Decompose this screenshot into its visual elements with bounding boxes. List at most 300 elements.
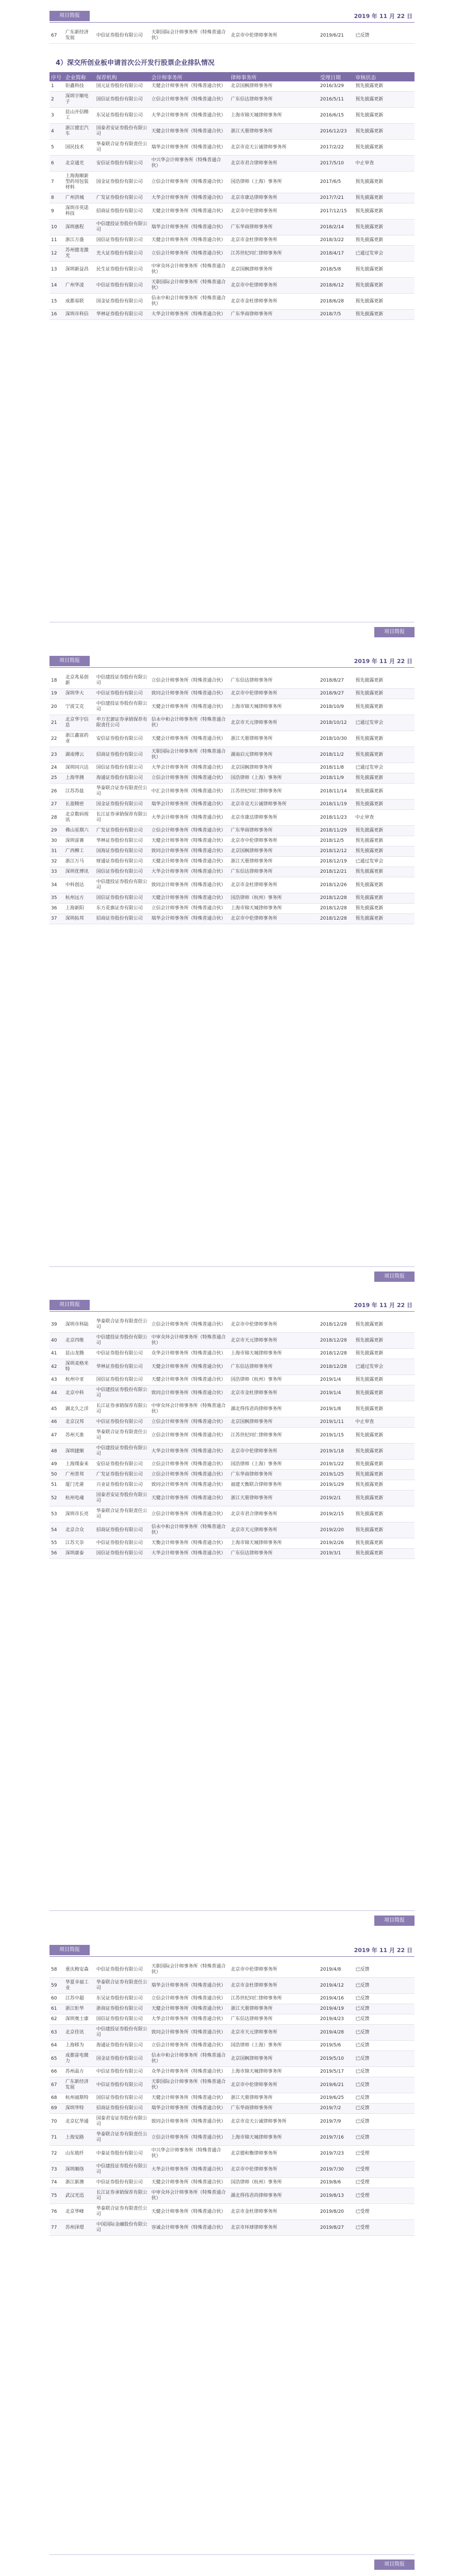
page-footer	[49, 2560, 415, 2571]
table-cell: 广东信达律师事务所	[229, 867, 319, 877]
table-cell: 国浩律师（上海）事务所	[229, 172, 319, 193]
table-row	[49, 763, 415, 773]
table-cell: 45	[49, 1401, 64, 1417]
table-cell: 2019/8/13	[319, 2188, 354, 2204]
table-cell: 上海市锦天城律师事务所	[229, 2067, 319, 2077]
table-cell: 59	[49, 1978, 64, 1994]
table-cell: 已反馈	[354, 2004, 415, 2014]
section-title: 4）深交所创业板申请首次公开发行股票企业排队情况	[56, 59, 215, 67]
table-cell: 国浩律师（上海）事务所	[229, 2041, 319, 2051]
table-cell: 50	[49, 1470, 64, 1480]
table-cell: 广东新经济发展	[64, 28, 95, 44]
table-cell: 预先披露更新	[354, 1460, 415, 1470]
footer-tag: 项目简报	[374, 1272, 415, 1282]
table-cell: 湖南启元律师事务所	[229, 747, 319, 763]
table-cell: 信永中和会计师事务所（特殊普通合伙）	[150, 715, 229, 731]
page-header	[49, 1943, 415, 1955]
table-cell: 2019/4/8	[319, 1962, 354, 1978]
table-cell: 天健会计师事务所（特殊普通合伙）	[150, 2204, 229, 2220]
table-row	[49, 1994, 415, 2004]
table-row	[49, 2014, 415, 2025]
table-cell: 2018/10/9	[319, 699, 354, 715]
table-cell: 立信会计师事务所（特殊普通合伙）	[150, 826, 229, 836]
table-cell: 中信证券股份有限公司	[95, 2077, 150, 2093]
table-cell: 预先披露更新	[354, 124, 415, 140]
table-cell: 2019/6/21	[319, 28, 354, 44]
table-cell: 浙江鑫富药业	[64, 731, 95, 747]
table-cell: 国信证券股份有限公司	[95, 893, 150, 904]
table-cell: 国浩律师（上海）事务所	[229, 773, 319, 784]
table-row	[49, 1506, 415, 1522]
table-cell: 深圳新益昌	[64, 262, 95, 278]
table-cell: 已反馈	[354, 2014, 415, 2025]
table-cell: 深圳奥士康	[64, 2014, 95, 2025]
table-cell: 立信会计师事务所（特殊普通合伙）	[150, 1428, 229, 1444]
table-cell: 浙江天册律师事务所	[229, 731, 319, 747]
table-cell: 长江证券承销保荐有限公司	[95, 2188, 150, 2204]
firm-table	[49, 28, 415, 44]
table-cell: 35	[49, 893, 64, 904]
table-cell: 66	[49, 2067, 64, 2077]
header-tag: 项目简报	[49, 11, 90, 21]
table-cell: 2017/2/22	[319, 140, 354, 156]
page-header	[49, 1298, 415, 1310]
table-cell: 42	[49, 1359, 64, 1375]
table-cell: 致同会计师事务所（特殊普通合伙）	[150, 2114, 229, 2130]
table-cell: 北京市竞天公诚律师事务所	[229, 2114, 319, 2130]
table-cell: 70	[49, 2114, 64, 2130]
table-cell: 64	[49, 2041, 64, 2051]
queue-table	[49, 673, 415, 924]
table-cell: 预先披露更新	[354, 140, 415, 156]
table-row	[49, 904, 415, 914]
table-cell: 厦门光莆	[64, 1480, 95, 1490]
table-cell: 民生证券股份有限公司	[95, 262, 150, 278]
table-row	[49, 877, 415, 893]
table-cell: 预先披露更新	[354, 914, 415, 924]
table-cell: 信永中和会计师事务所（特殊普通合伙）	[150, 294, 229, 310]
table-cell: 北京市竞天公诚律师事务所	[229, 800, 319, 810]
table-cell: 已通过发审会	[354, 1359, 415, 1375]
table-cell: 东方花旗证券有限公司	[95, 904, 150, 914]
table-cell: 立信会计师事务所（特殊普通合伙）	[150, 1417, 229, 1428]
table-cell: 天健会计师事务所（特殊普通合伙）	[150, 2093, 229, 2104]
column-header: 律师事务所	[229, 72, 319, 81]
table-cell: 已反馈	[354, 2130, 415, 2146]
table-cell: 53	[49, 1506, 64, 1522]
table-cell: 致同会计师事务所（特殊普通合伙）	[150, 2025, 229, 2041]
table-cell: 天职国际会计师事务所（特殊普通合伙）	[150, 2077, 229, 2093]
table-cell: 3	[49, 108, 64, 124]
table-cell: 2018/11/29	[319, 826, 354, 836]
table-row	[49, 108, 415, 124]
table-cell: 天健会计师事务所（特殊普通合伙）	[150, 1359, 229, 1375]
column-header: 企业简称	[64, 72, 95, 81]
table-cell: 华泰联合证券有限责任公司	[95, 1317, 150, 1333]
header-rule	[49, 1311, 415, 1312]
table-cell: 15	[49, 294, 64, 310]
table-cell: 立信会计师事务所（特殊普通合伙）	[150, 673, 229, 689]
table-cell: 长盈精密	[64, 800, 95, 810]
table-cell: 39	[49, 1317, 64, 1333]
table-cell: 北京国枫律师事务所	[229, 846, 319, 857]
table-cell: 2016/12/23	[319, 124, 354, 140]
table-cell: 预先披露更新	[354, 1317, 415, 1333]
table-cell: 47	[49, 1428, 64, 1444]
table-cell: 预先披露更新	[354, 1333, 415, 1349]
table-cell: 武汉光迅	[64, 2188, 95, 2204]
table-row	[49, 193, 415, 204]
table-row	[49, 2114, 415, 2130]
table-cell: 已受理	[354, 2188, 415, 2204]
table-row	[49, 800, 415, 810]
table-cell: 深圳市英诺科技	[64, 204, 95, 219]
table-cell: 北京国枫律师事务所	[229, 2051, 319, 2067]
table-cell: 天健会计师事务所（特殊普通合伙）	[150, 124, 229, 140]
table-cell: 北京华峰	[64, 2204, 95, 2220]
table-cell: 2018/11/2	[319, 747, 354, 763]
table-cell: 中信证券股份有限公司	[95, 2067, 150, 2077]
table-cell: 27	[49, 800, 64, 810]
table-cell: 北京市天元律师事务所	[229, 2025, 319, 2041]
table-cell: 华林证券股份有限公司	[95, 310, 150, 320]
table-cell: 预先披露更新	[354, 784, 415, 800]
table-cell: 北京市君合律师事务所	[229, 1506, 319, 1522]
table-cell: 华泰联合证券有限责任公司	[95, 2204, 150, 2220]
table-cell: 2018/12/26	[319, 877, 354, 893]
table-cell: 2019/7/9	[319, 2114, 354, 2130]
header-date: 2019 年 11 月 22 日	[354, 1947, 412, 1954]
table-cell: 2018/4/17	[319, 246, 354, 262]
table-cell: 北京亿华通	[64, 2114, 95, 2130]
table-cell: 立信会计师事务所（特殊普通合伙）	[150, 1460, 229, 1470]
table-cell: 14	[49, 278, 64, 294]
table-cell: 中信建投证券股份有限公司	[95, 1333, 150, 1349]
table-cell: 中审众环会计师事务所（特殊普通合伙）	[150, 1401, 229, 1417]
table-row	[49, 124, 415, 140]
table-cell: 2019/1/15	[319, 1428, 354, 1444]
table-cell: 已反馈	[354, 2114, 415, 2130]
table-cell: 2018/12/28	[319, 893, 354, 904]
table-row	[49, 156, 415, 172]
table-row	[49, 715, 415, 731]
table-row	[49, 246, 415, 262]
table-cell: 预先披露更新	[354, 172, 415, 193]
column-header: 审核状态	[354, 72, 415, 81]
table-cell: 广州华凌	[64, 278, 95, 294]
table-row	[49, 699, 415, 715]
table-cell: 华泰联合证券有限责任公司	[95, 2130, 150, 2146]
table-cell: 预先披露更新	[354, 731, 415, 747]
table-cell: 昆山龙腾	[64, 1349, 95, 1359]
table-cell: 2018/6/28	[319, 294, 354, 310]
table-cell: 浙江天册律师事务所	[229, 2004, 319, 2014]
table-cell: 立信会计师事务所（特殊普通合伙）	[150, 904, 229, 914]
table-cell: 北京国枫律师事务所	[229, 763, 319, 773]
table-cell: 上海海顺新型药用包装材料	[64, 172, 95, 193]
table-row	[49, 2104, 415, 2114]
table-cell: 2018/5/8	[319, 262, 354, 278]
table-cell: 2017/7/21	[319, 193, 354, 204]
table-cell: 杭州中亚	[64, 1375, 95, 1385]
table-cell: 财通证券股份有限公司	[95, 857, 150, 867]
table-cell: 北京市中伦律师事务所	[229, 1317, 319, 1333]
table-cell: 广东信达律师事务所	[229, 1359, 319, 1375]
table-cell: 广东信达律师事务所	[229, 1549, 319, 1559]
table-cell: 中泰证券股份有限公司	[95, 2146, 150, 2162]
table-cell: 32	[49, 857, 64, 867]
table-cell: 立信会计师事务所（特殊普通合伙）	[150, 1506, 229, 1522]
table-cell: 江苏世纪同仁律师事务所	[229, 1428, 319, 1444]
table-cell: 已受理	[354, 2204, 415, 2220]
table-row	[49, 2146, 415, 2162]
table-cell: 华泰联合证券有限责任公司	[95, 1428, 150, 1444]
table-cell: 天职国际会计师事务所（特殊普通合伙）	[150, 1962, 229, 1978]
table-cell: 广东信达律师事务所	[229, 673, 319, 689]
table-cell: 天健会计师事务所（特殊普通合伙）	[150, 1375, 229, 1385]
table-cell: 苏州泽璟	[64, 2220, 95, 2236]
table-cell: 天健会计师事务所（特殊普通合伙）	[150, 81, 229, 92]
table-row	[49, 2077, 415, 2093]
table-cell: 预先披露更新	[354, 689, 415, 699]
table-row	[49, 1444, 415, 1460]
table-cell: 预先披露更新	[354, 893, 415, 904]
table-row	[49, 2178, 415, 2188]
table-cell: 浙江天册律师事务所	[229, 1490, 319, 1506]
table-row	[49, 172, 415, 193]
table-cell: 2019/8/20	[319, 2204, 354, 2220]
table-cell: 56	[49, 1549, 64, 1559]
table-cell: 上海市锦天城律师事务所	[229, 2130, 319, 2146]
table-cell: 浙江万马	[64, 857, 95, 867]
page-footer	[49, 1272, 415, 1283]
table-cell: 2019/7/2	[319, 2104, 354, 2114]
table-cell: 已反馈	[354, 2093, 415, 2104]
table-cell: 立信会计师事务所（特殊普通合伙）	[150, 1994, 229, 2004]
table-cell: 浙江天册律师事务所	[229, 2093, 319, 2104]
table-cell: 国金证券股份有限公司	[95, 172, 150, 193]
table-cell: 预先披露更新	[354, 108, 415, 124]
table-cell: 中信建投证券股份有限公司	[95, 2025, 150, 2041]
table-cell: 61	[49, 2004, 64, 2014]
table-row	[49, 773, 415, 784]
table-row	[49, 204, 415, 219]
table-cell: 预先披露更新	[354, 1444, 415, 1460]
table-cell: 立信会计师事务所（特殊普通合伙）	[150, 1317, 229, 1333]
table-cell: 大华会计师事务所（特殊普通合伙）	[150, 810, 229, 826]
table-cell: 深圳惠程	[64, 219, 95, 235]
table-cell: 北京市天元律师事务所	[229, 715, 319, 731]
table-cell: 国泰君安证券股份有限公司	[95, 124, 150, 140]
table-cell: 兴业证券股份有限公司	[95, 1480, 150, 1490]
table-cell: 江苏天奈	[64, 1538, 95, 1549]
table-cell: 北京市天元律师事务所	[229, 1333, 319, 1349]
table-cell: 63	[49, 2025, 64, 2041]
table-cell: 中信证券股份有限公司	[95, 689, 150, 699]
table-cell: 中信建投证券股份有限公司	[95, 2162, 150, 2178]
table-cell: 已反馈	[354, 28, 415, 44]
table-cell: 佛山星期六	[64, 826, 95, 836]
table-cell: 众华会计师事务所（特殊普通合伙）	[150, 2067, 229, 2077]
table-cell: 北京国枫律师事务所	[229, 1417, 319, 1428]
table-cell: 北京市金杜律师事务所	[229, 1978, 319, 1994]
table-cell: 中兴华会计师事务所（特殊普通合伙）	[150, 156, 229, 172]
table-cell: 杭州福斯特	[64, 2093, 95, 2104]
table-cell: 国元证券股份有限公司	[95, 81, 150, 92]
table-cell: 预先披露更新	[354, 846, 415, 857]
table-cell: 福建天衡联合律师事务所	[229, 1480, 319, 1490]
table-cell: 北京市环球律师事务所	[229, 2220, 319, 2236]
table-cell: 上海安路	[64, 2130, 95, 2146]
table-cell: 中信证券股份有限公司	[95, 28, 150, 44]
table-cell: 21	[49, 715, 64, 731]
table-cell: 7	[49, 172, 64, 193]
table-row	[49, 310, 415, 320]
table-cell: 预先披露更新	[354, 204, 415, 219]
table-row	[49, 689, 415, 699]
table-cell: 预先披露更新	[354, 747, 415, 763]
table-cell: 43	[49, 1375, 64, 1385]
table-cell: 2019/5/10	[319, 2051, 354, 2067]
table-cell: 深圳雷赛	[64, 836, 95, 846]
table-cell: 致同会计师事务所（特殊普通合伙）	[150, 1385, 229, 1401]
table-cell: 招商证券股份有限公司	[95, 204, 150, 219]
table-cell: 北京国枫律师事务所	[229, 262, 319, 278]
table-cell: 预先披露更新	[354, 773, 415, 784]
table-cell: 2017/12/15	[319, 204, 354, 219]
table-cell: 2	[49, 92, 64, 108]
table-row	[49, 1978, 415, 1994]
table-cell: 天职国际会计师事务所（特殊普通合伙）	[150, 747, 229, 763]
table-row	[49, 731, 415, 747]
table-cell: 26	[49, 784, 64, 800]
table-cell: 上海璞泰来	[64, 1460, 95, 1470]
table-cell: 浙商证券股份有限公司	[95, 2004, 150, 2014]
table-cell: 广西柳工	[64, 846, 95, 857]
table-cell: 预先披露更新	[354, 1490, 415, 1506]
table-cell: 预先披露更新	[354, 673, 415, 689]
table-row	[49, 2093, 415, 2104]
table-cell: 长江证券承销保荐有限公司	[95, 810, 150, 826]
table-cell: 预先披露更新	[354, 836, 415, 846]
header-date: 2019 年 11 月 22 日	[354, 658, 412, 665]
table-row	[49, 278, 415, 294]
table-cell: 湖北得伟君尚律师事务所	[229, 1401, 319, 1417]
table-cell: 预先披露更新	[354, 1349, 415, 1359]
table-row	[49, 2220, 415, 2236]
table-cell: 2019/7/16	[319, 2130, 354, 2146]
footer-tag: 项目简报	[374, 2560, 415, 2570]
table-cell: 海通证券股份有限公司	[95, 773, 150, 784]
table-cell: 北京兆易创新	[64, 673, 95, 689]
table-cell: 已反馈	[354, 2041, 415, 2051]
table-row	[49, 28, 415, 44]
table-cell: 深圳宇顺电子	[64, 92, 95, 108]
table-cell: 钜鑫科技	[64, 81, 95, 92]
table-cell: 预先披露更新	[354, 1470, 415, 1480]
page-header	[49, 654, 415, 666]
table-cell: 中信证券股份有限公司	[95, 1962, 150, 1978]
table-cell: 4	[49, 124, 64, 140]
table-cell: 预先披露更新	[354, 278, 415, 294]
table-cell: 2019/6/21	[319, 2077, 354, 2093]
table-cell: 预先披露更新	[354, 1428, 415, 1444]
table-cell: 瑞华会计师事务所（特殊普通合伙）	[150, 219, 229, 235]
table-cell: 北京市中伦律师事务所	[229, 204, 319, 219]
table-cell: 20	[49, 699, 64, 715]
table-cell: 瑞华会计师事务所（特殊普通合伙）	[150, 1978, 229, 1994]
table-cell: 国泰君安证券股份有限公司	[95, 1490, 150, 1506]
table-cell: 天健会计师事务所（特殊普通合伙）	[150, 731, 229, 747]
table-cell: 广发证券股份有限公司	[95, 826, 150, 836]
table-row	[49, 857, 415, 867]
table-cell: 国信证券股份有限公司	[95, 2014, 150, 2025]
table-cell: 已反馈	[354, 1994, 415, 2004]
page-footer	[49, 627, 415, 638]
table-cell: 上海华测	[64, 773, 95, 784]
footer-tag: 项目简报	[374, 1916, 415, 1926]
table-row	[49, 1962, 415, 1978]
table-cell: 浙江德宏汽车	[64, 124, 95, 140]
table-cell: 74	[49, 2178, 64, 2188]
table-cell: 2018/12/19	[319, 857, 354, 867]
table-cell: 2018/12/28	[319, 904, 354, 914]
table-cell: 国浩律师（上海）事务所	[229, 1460, 319, 1470]
table-cell: 已通过发审会	[354, 715, 415, 731]
header-date: 2019 年 11 月 22 日	[354, 1302, 412, 1309]
table-cell: 2019/4/16	[319, 1994, 354, 2004]
header-tag: 项目简报	[49, 656, 90, 666]
table-row	[49, 2188, 415, 2204]
table-cell: 天健会计师事务所（特殊普通合伙）	[150, 2178, 229, 2188]
table-cell: 中信证券股份有限公司	[95, 2178, 150, 2188]
table-cell: 中审众环会计师事务所（特殊普通合伙）	[150, 1333, 229, 1349]
table-cell: 广州洪城	[64, 193, 95, 204]
table-row	[49, 2004, 415, 2014]
column-header: 受理日期	[319, 72, 354, 81]
table-cell: 大华会计师事务所（特殊普通合伙）	[150, 763, 229, 773]
table-cell: 2019/6/25	[319, 2093, 354, 2104]
table-cell: 湖北久之洋	[64, 1401, 95, 1417]
table-cell: 国金证券股份有限公司	[95, 800, 150, 810]
table-cell: 北京市中伦律师事务所	[229, 914, 319, 924]
table-cell: 深圳顺络	[64, 2162, 95, 2178]
table-cell: 天职国际会计师事务所（特殊普通合伙）	[150, 278, 229, 294]
table-cell: 北京中科	[64, 1385, 95, 1401]
table-cell: 60	[49, 1994, 64, 2004]
table-cell: 华泰联合证券有限责任公司	[95, 784, 150, 800]
table-cell: 已通过发审会	[354, 763, 415, 773]
table-cell: 预先披露更新	[354, 1401, 415, 1417]
table-cell: 中汇会计师事务所（特殊普通合伙）	[150, 784, 229, 800]
table-cell: 瑞华会计师事务所（特殊普通合伙）	[150, 2104, 229, 2114]
table-cell: 深圳市长亮	[64, 1506, 95, 1522]
table-row	[49, 235, 415, 246]
table-cell: 22	[49, 731, 64, 747]
table-cell: 已受理	[354, 2146, 415, 2162]
table-cell: 北京汉邦	[64, 1417, 95, 1428]
table-cell: 国浩律师（杭州）事务所	[229, 2178, 319, 2188]
page-1	[49, 9, 415, 320]
queue-table	[49, 72, 415, 320]
table-row	[49, 747, 415, 763]
table-cell: 2018/12/28	[319, 914, 354, 924]
table-cell: 34	[49, 877, 64, 893]
table-cell: 中审众环会计师事务所（特殊普通合伙）	[150, 2188, 229, 2204]
table-cell: 国信证券股份有限公司	[95, 1549, 150, 1559]
table-cell: 2018/11/14	[319, 784, 354, 800]
column-header: 保荐机构	[95, 72, 150, 81]
